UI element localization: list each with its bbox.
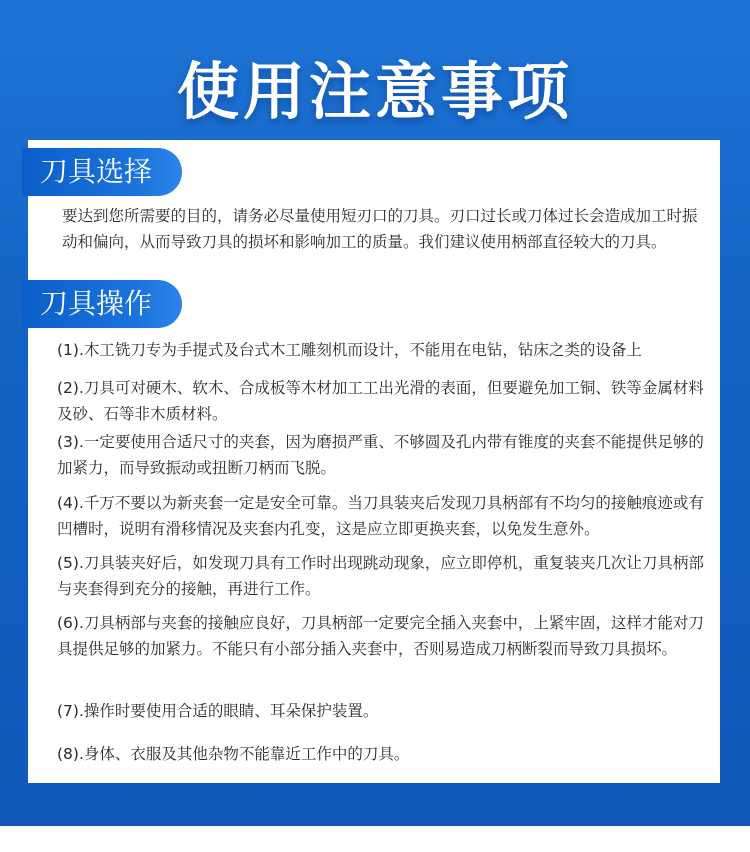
page-title: 使用注意事项 xyxy=(176,55,573,128)
list-item: (2).刀具可对硬木、软木、合成板等木材加工工出光滑的表面，但要避免加工铜、铁等金属材料及砂、石等非木质材料。 xyxy=(57,379,704,423)
list-item: (5).刀具装夹好后，如发现刀具有工作时出现跳动现象，应立即停机，重复装夹几次让刀具柄部与夹套得到充分的接触，再进行工作。 xyxy=(57,554,704,598)
list-item: (3).一定要使用合适尺寸的夹套，因为磨损严重、不够圆及孔内带有锥度的夹套不能提供足够的加紧力，而导致振动或扭断刀柄而飞脱。 xyxy=(57,433,704,477)
section-heading-tool-operation: 刀具操作 xyxy=(22,280,182,328)
tool-selection-text: 要达到您所需要的目的，请务必尽量使用短刃口的刀具。刃口过长或刀体过长会造成加工时振动和偏向，从而导致刀具的损坏和影响加工的质量。我们建议使用柄部直径较大的刀具。 xyxy=(62,207,698,251)
section-heading-tool-selection: 刀具选择 xyxy=(22,148,182,196)
list-item: (8).身体、衣服及其他杂物不能靠近工作中的刀具。 xyxy=(57,745,410,763)
list-item: (1).木工铣刀专为手提式及台式木工雕刻机而设计，不能用在电钻，钻床之类的设备上 xyxy=(57,341,642,359)
list-item: (4).千万不要以为新夹套一定是安全可靠。当刀具装夹后发现刀具柄部有不均匀的接触痕迹或有凹槽时，说明有滑移情况及夹套内孔变，这是应立即更换夹套，以免发生意外。 xyxy=(57,494,704,538)
bottom-strip xyxy=(0,826,750,852)
list-item: (7).操作时要使用合适的眼睛、耳朵保护装置。 xyxy=(57,702,379,720)
list-item: (6).刀具柄部与夹套的接触应良好，刀具柄部一定要完全插入夹套中，上紧牢固，这样才能对刀具提供足够的加紧力。不能只有小部分插入夹套中，否则易造成刀柄断裂而导致刀具损坏。 xyxy=(57,614,704,658)
